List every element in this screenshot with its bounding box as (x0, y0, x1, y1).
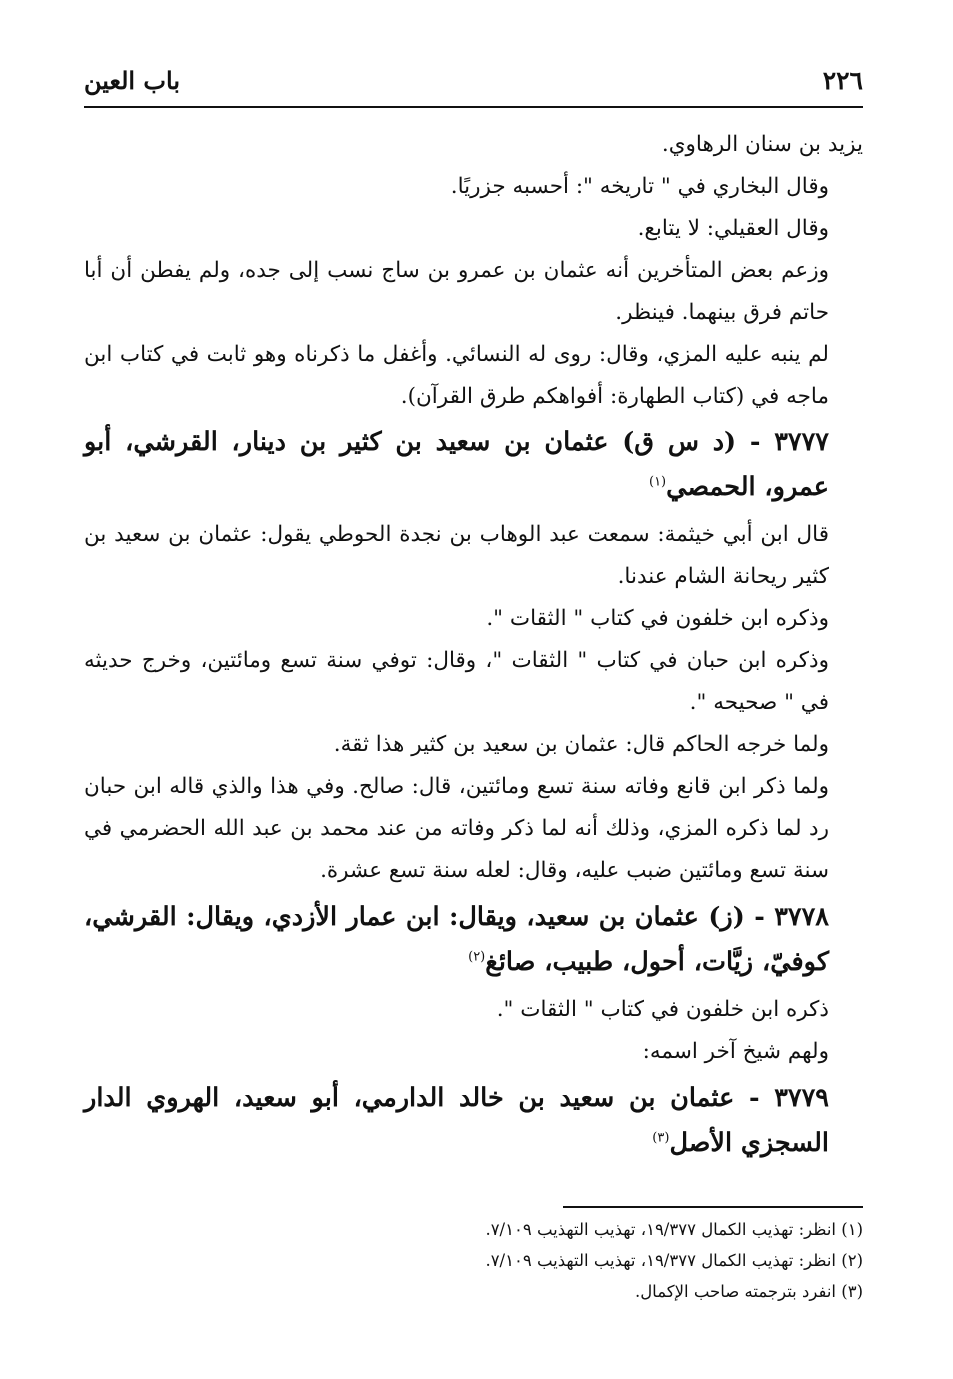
paragraph: وذكره ابن حبان في كتاب " الثقات "، وقال: توفي سنة تسع ومائتين، وخرج حديثه في " صحيحه ". (84, 648, 829, 715)
footnote-divider (563, 1206, 863, 1208)
entry-heading-3778 (84, 895, 863, 985)
paragraph: وزعم بعض المتأخرين أنه عثمان بن عمرو بن ساج نسب إلى جده، ولم يفطن أن أبا حاتم فرق بينهما. فينظر. (84, 258, 829, 325)
entry-heading-text: ٣٧٧٩ - عثمان بن سعيد بن خالد الدارمي، أبو سعيد، الهروي الدار السجزي الأصل (84, 1083, 829, 1158)
entry-heading-3777 (84, 420, 863, 510)
paragraph: لم ينبه عليه المزي، وقال: روى له النسائي. وأغفل ما ذكرناه وهو ثابت في كتاب ابن ماجه في (كتاب الطهارة: أفواهكم طرق القرآن). (84, 342, 829, 409)
page-number: ٢٢٦ (822, 66, 863, 95)
chapter-title: باب العين (84, 66, 181, 95)
paragraph: وقال العقيلي: لا يتابع. (637, 216, 829, 241)
main-text (84, 124, 863, 1170)
entry-heading-text: ٣٧٧٨ - (ز) عثمان بن سعيد، ويقال: ابن عمار الأزدي، ويقال: القرشي، كوفيّ، زيَّات، أحول، طبيب، صائغ (84, 902, 829, 977)
paragraph: وذكره ابن خلفون في كتاب " الثقات ". (486, 606, 829, 631)
footnote-ref: (١) (648, 474, 667, 490)
paragraph: قال ابن أبي خيثمة: سمعت عبد الوهاب بن نجدة الحوطي يقول: عثمان بن سعيد بن كثير ريحانة الشام عندنا. (84, 522, 829, 589)
paragraph: يزيد بن سنان الرهاوي. (661, 132, 863, 157)
footnote-ref: (٣) (652, 1130, 670, 1146)
footnote-2: (٢) انظر: تهذيب الكمال ١٩/٣٧٧، تهذيب التهذيب ٧/١٠٩. (485, 1251, 863, 1270)
footnotes (84, 1214, 863, 1307)
footnote-ref: (٢) (468, 949, 486, 965)
entry-heading-text: ٣٧٧٧ - (د س ق) عثمان بن سعيد بن كثير بن دينار، القرشي، أبو عمرو، الحمصي (84, 427, 829, 502)
footnote-1: (١) انظر: تهذيب الكمال ١٩/٣٧٧، تهذيب التهذيب ٧/١٠٩. (485, 1220, 863, 1239)
footnote-3: (٣) انفرد بترجمته صاحب الإكمال. (634, 1282, 863, 1301)
paragraph: ولما ذكر ابن قانع وفاته سنة تسع ومائتين، قال: صالح. وفي هذا والذي قاله ابن حبان رد لما ذكره المزي، وذلك أنه لما ذكر وفاته من عند محمد بن عبد الله الحضرمي في سنة تسع ومائتين ضبب عليه، وقال: لعله سنة تسع عشرة. (84, 774, 829, 883)
paragraph: ولهم شيخ آخر اسمه: (642, 1039, 829, 1064)
paragraph: ولما خرجه الحاكم قال: عثمان بن سعيد بن كثير هذا ثقة. (333, 732, 829, 757)
page-header (84, 60, 863, 108)
paragraph: وقال البخاري في " تاريخه ": أحسبه جزريًا. (450, 174, 829, 199)
entry-heading-3779 (84, 1076, 863, 1166)
paragraph: ذكره ابن خلفون في كتاب " الثقات ". (496, 997, 829, 1022)
